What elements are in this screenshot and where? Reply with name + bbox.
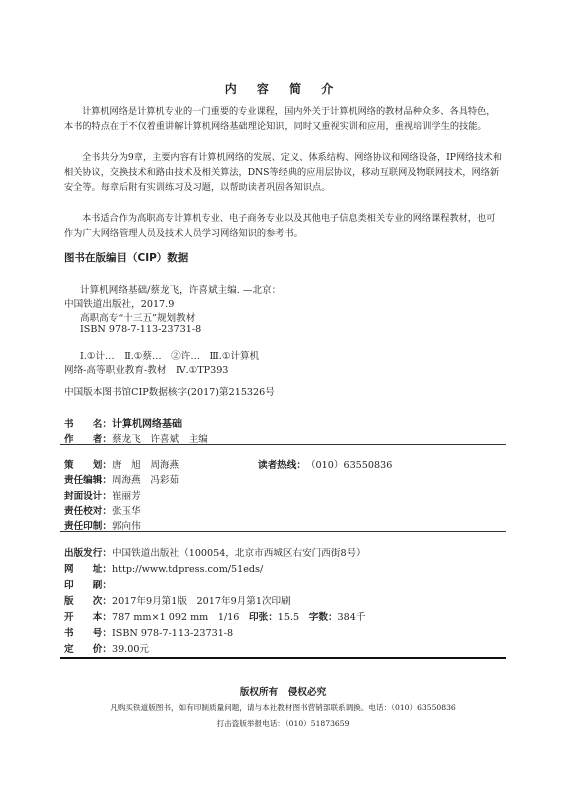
- hotline-value: （010）63550836: [305, 460, 393, 471]
- cip-line-4: ISBN 978-7-113-23731-8: [80, 324, 202, 335]
- printer-label: 印 刷：: [64, 580, 112, 591]
- print-supervisor-value: 郭向伟: [111, 521, 141, 532]
- sheets-value: 15.5: [277, 612, 300, 623]
- cover-design-label: 封面设计：: [64, 491, 112, 502]
- editor-value: 周海燕 冯彩茹: [111, 475, 180, 486]
- cip-line-1: 计算机网络基础/蔡龙飞，许喜斌主编. —北京：: [80, 285, 282, 296]
- planning-value: 唐 旭 周海燕: [111, 460, 180, 471]
- word-count-value: 384千: [337, 612, 366, 623]
- cip-line-3: 高职高专“十三五”规划教材: [80, 313, 196, 324]
- print-supervisor-label: 责任印制：: [64, 521, 112, 532]
- format-label: 开 本：: [64, 612, 112, 623]
- isbn-value: ISBN 978-7-113-23731-8: [111, 628, 234, 639]
- word-count-label: 字数：: [308, 612, 338, 623]
- website-value: http://www.tdpress.com/51eds/: [111, 564, 264, 575]
- price-row: [64, 637, 149, 656]
- edition-label: 版 次：: [64, 596, 112, 607]
- planning-label: 策 划：: [64, 460, 112, 471]
- quality-notice: 凡购买铁道版图书，如有印制质量问题，请与本社教材图书营销部联系调换。电话：（010）63550836: [110, 703, 456, 712]
- website-label: 网 址：: [64, 564, 112, 575]
- book-author-value: 蔡龙飞 许喜斌 主编: [111, 434, 208, 445]
- intro-title: 内 容 简 介: [224, 82, 342, 96]
- price-value: 39.00元: [111, 644, 150, 655]
- editor-label: 责任编辑：: [64, 475, 112, 486]
- divider-3: [60, 657, 506, 659]
- cip-line-7: 中国版本图书馆CIP数据核字(2017)第215326号: [64, 387, 275, 398]
- sheets-label: 印张：: [249, 612, 278, 623]
- intro-paragraph-3: 本书适合作为高职高专计算机专业、电子商务专业以及其他电子信息类相关专业的网络课程教材，也可作为广大网络管理人员及技术人员学习网络知识的参考书。: [64, 213, 496, 240]
- book-title-label: 书 名：: [64, 419, 112, 430]
- proofreader-value: 张玉华: [111, 506, 141, 517]
- cover-design-value: 崔丽芳: [111, 491, 141, 502]
- hotline-row: [258, 453, 392, 472]
- book-author-label: 作 者：: [64, 434, 112, 445]
- publisher-value: 中国铁道出版社（100054，北京市西城区右安门西街8号）: [111, 548, 366, 559]
- copyright-notice: 版权所有 侵权必究: [239, 687, 327, 698]
- isbn-label: 书 号：: [64, 628, 112, 639]
- cip-line-2: 中国铁道出版社，2017.9: [64, 299, 175, 310]
- hotline-label: 读者热线：: [258, 460, 306, 471]
- cip-line-6: 网络-高等职业教育-教材 Ⅳ.①TP393: [64, 365, 229, 376]
- divider-1: [60, 444, 506, 445]
- intro-paragraph-2: 全书共分为9章，主要内容有计算机网络的发展、定义、体系结构、网络协议和网络设备，IP网络技术和相关协议，交换技术和路由技术及相关算法，DNS等经典的应用层协议，移动互联网及物联网技术，网络新安全等。每章后附有实训练习及习题，以帮助读者巩固各知识点。: [64, 152, 502, 194]
- divider-2: [60, 531, 506, 532]
- cip-heading: 图书在版编目（CIP）数据: [64, 252, 189, 264]
- edition-value: 2017年9月第1版 2017年9月第1次印刷: [111, 596, 291, 607]
- publisher-label: 出版发行：: [64, 548, 112, 559]
- cip-line-5: Ⅰ.①计… Ⅱ.①蔡… ②许… Ⅲ.①计算机: [80, 351, 260, 362]
- intro-paragraph-1: 计算机网络是计算机专业的一门重要的专业课程，国内外关于计算机网络的教材品种众多、各具特色，本书的特点在于不仅着重讲解计算机网络基础理论知识，同时又重视实训和应用，重视培训学生的技能。: [64, 106, 496, 133]
- piracy-report: 打击盗版举报电话：（010）51873659: [216, 719, 350, 728]
- price-label: 定 价：: [64, 644, 112, 655]
- proofreader-label: 责任校对：: [64, 506, 112, 517]
- book-title-value: 计算机网络基础: [111, 419, 182, 430]
- format-value: 787 mm×1 092 mm 1/16: [111, 612, 240, 623]
